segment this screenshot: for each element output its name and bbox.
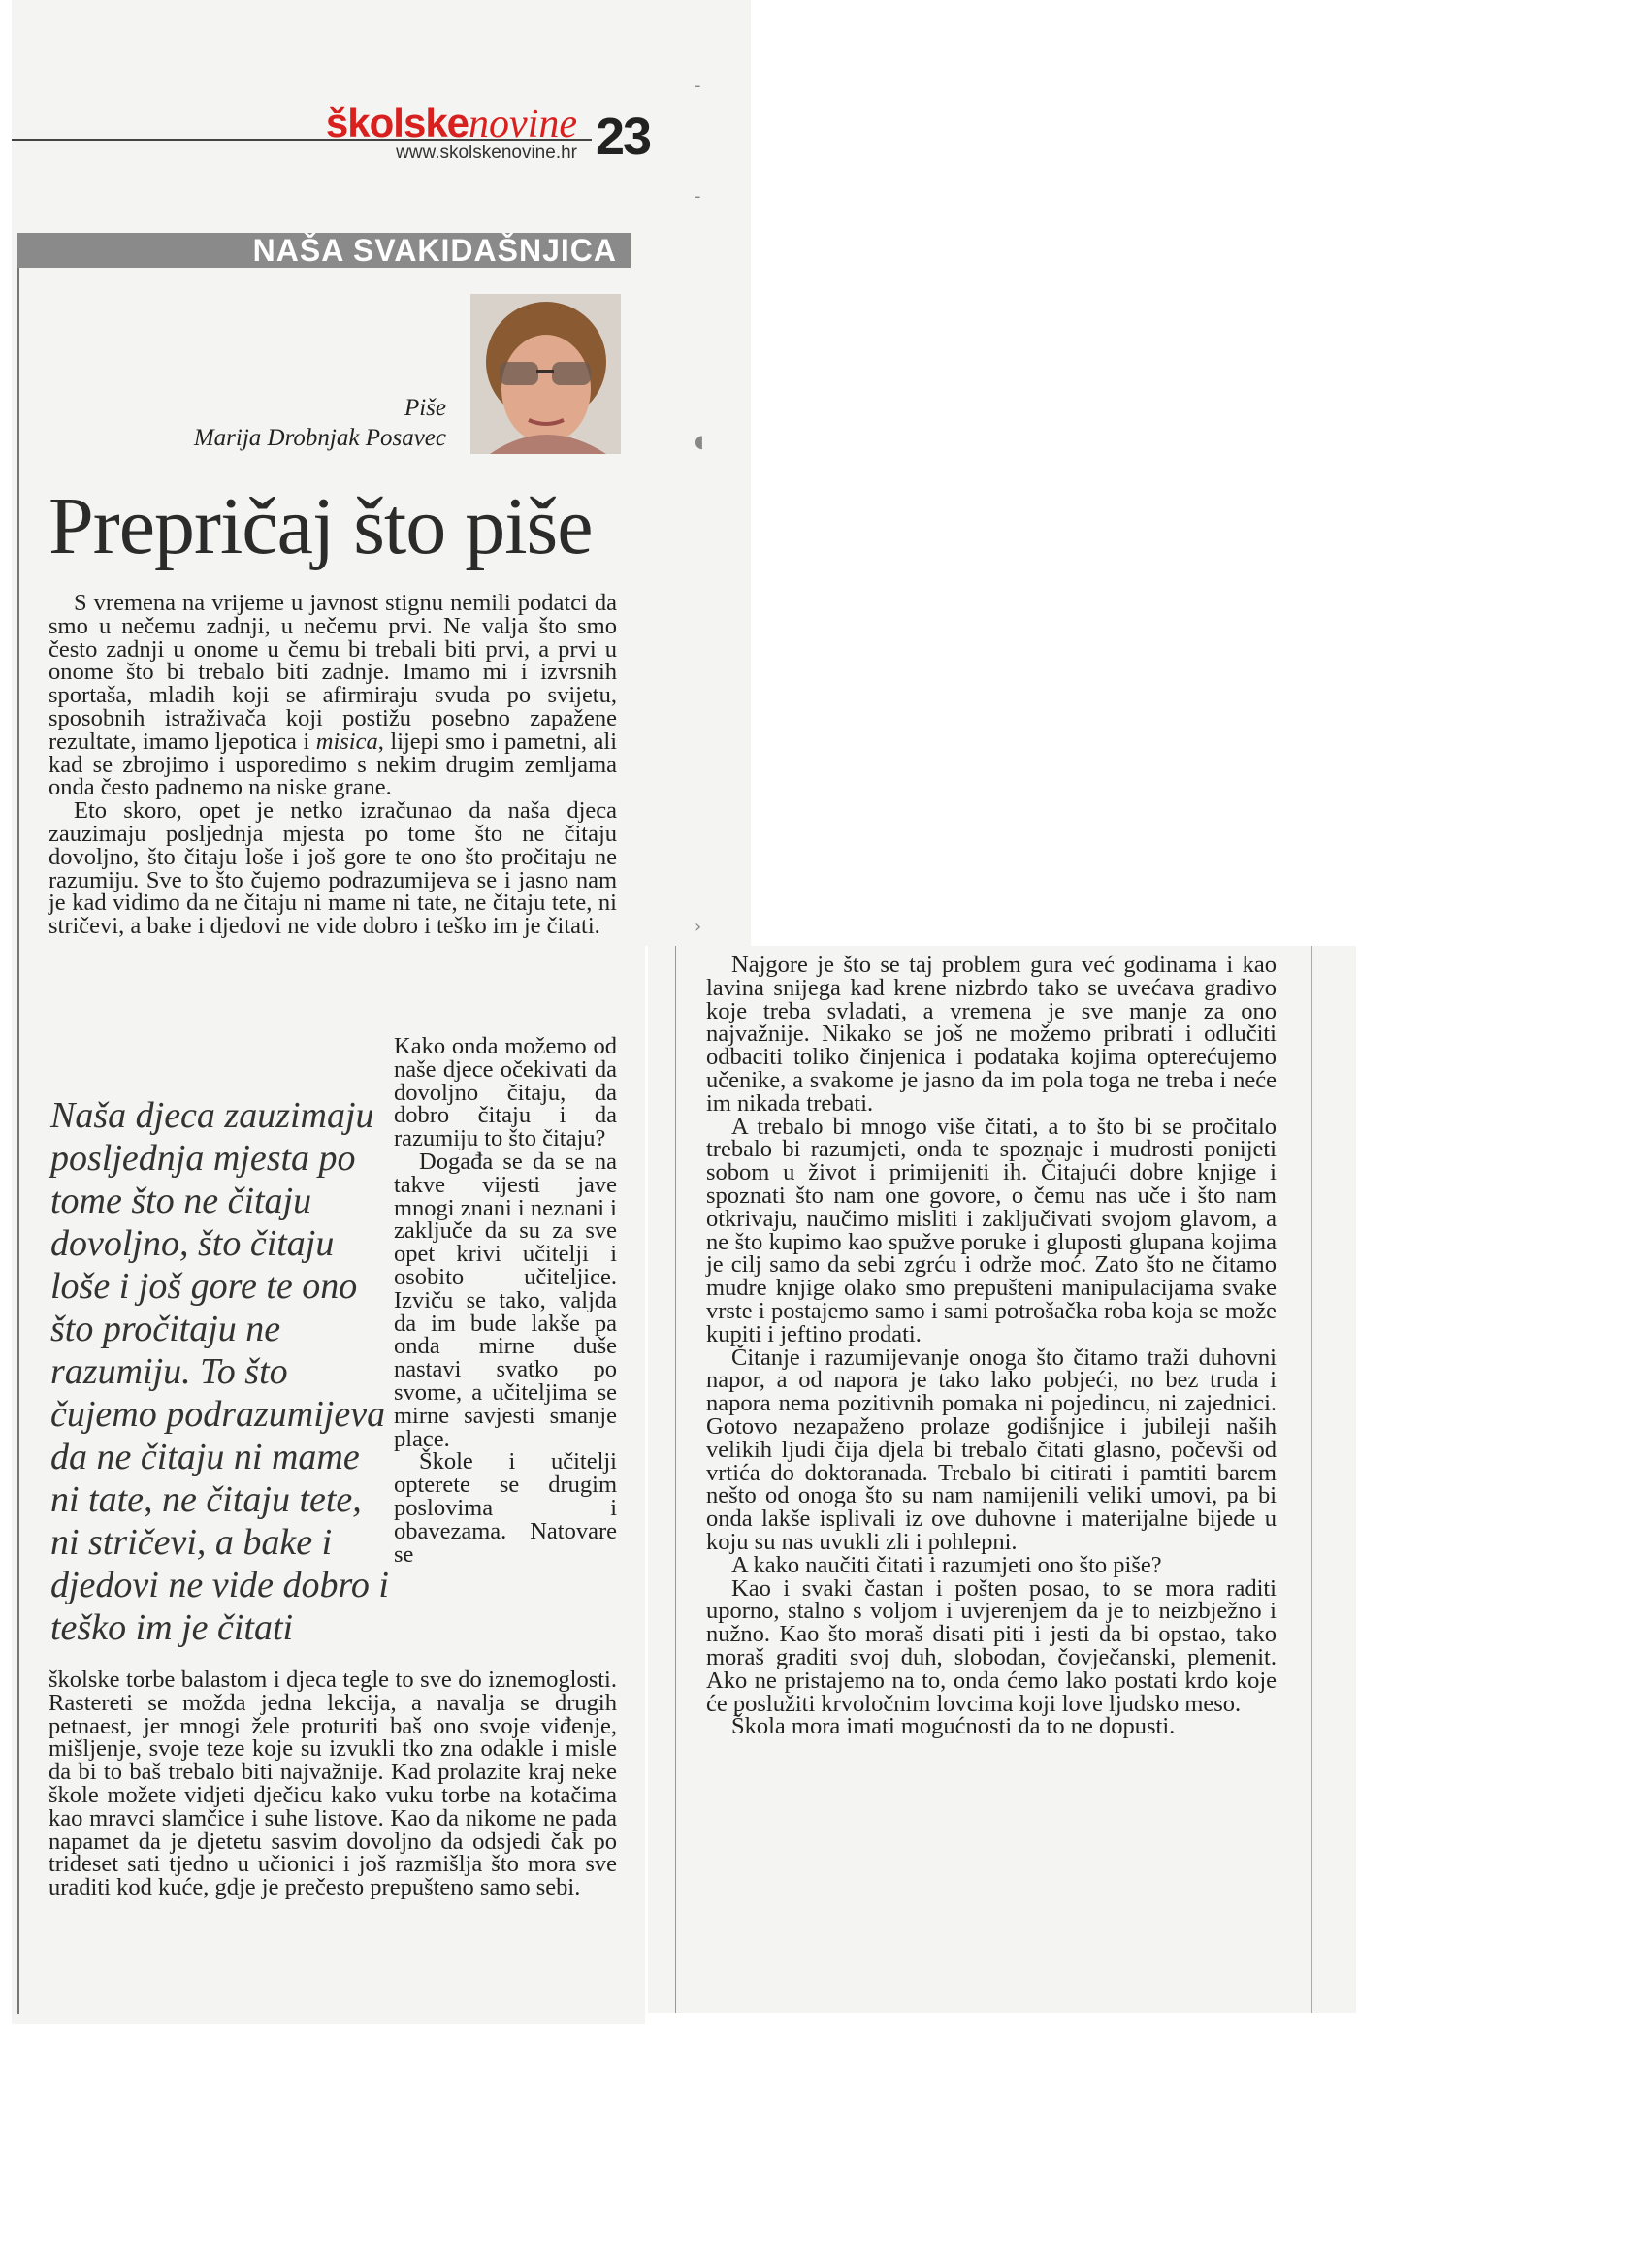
paragraph: Kao i svaki častan i pošten posao, to se mora raditi uporno, stalno s voljom i uvjerenjem da je to neizbježno i nužno. Kao što moraš disati piti i jesti da bi opstao, tako moraš graditi svoj duh, slobodan, čovječanski, plemenit. Ako ne pristajemo na to, onda ćemo lako postati krdo koje će poslužiti krvoločnim lovcima koji love ljudsko meso. [706,1574,1277,1717]
section-banner: NAŠA SVAKIDAŠNJICA [17,233,630,268]
page-number: 23 [596,108,651,166]
paragraph: Škola mora imati mogućnosti da to ne dopusti. [731,1713,1176,1740]
pull-quote: Naša djeca zauzimaju posljednja mjesta po tome što ne čitaju dovoljno, što čitaju loše i još gore te ono što pročitaju ne razumiju. To što čujemo podrazumijeva da ne čitaju ni mame ni tate, ne čitaju tete, ni stričevi, a bake i djedovi ne vide dobro i teško im je čitati [50,1095,389,1648]
paragraph: S vremena na vrijeme u javnost stignu nemili podatci da smo u nečemu zadnji, u nečemu prvi. Ne valja što smo često zadnji u onome u čemu bi trebali biti prvi, a prvi u onome što bi trebalo biti zadnje. Imamo mi i izvrsnih sportaša, mladih koji se afirmiraju svuda po svijetu, sposobnih istraživača koji postižu posebno zapažene rezultate, imamo ljepotica i misica, lijepi smo i pametni, ali kad se zbrojimo i usporedimo s nekim drugim zemljama onda često padnemo na niske grane. [48,590,618,801]
column1-narrow [394,1035,617,1566]
author-byline [136,393,446,453]
paragraph: Događa se da se na takve vijesti jave mnogi znani i neznani i zaključe da su za sve opet krivi učitelji i osobito učiteljice. Izviču se tako, valjda da im bude lakše pa onda mirne duše nastavi svatko po svome, a učiteljima se mirne savjesti smanje place. [394,1148,617,1452]
paragraph: Najgore je što se taj problem gura već godinama i kao lavina snijega kad krene nizbrdo tako se uvećava gradivo koje treba svladati, a vremena je sve manje za ono najvažnije. Nikako se još ne možemo pribrati i odlučiti odbaciti toliko činjenica i podataka kojima opterećujemo učenike, a svakome je jasno da im pola toga ne treba i neće im nikada trebati. [706,952,1277,1117]
author-label: Piše [404,395,446,421]
paragraph: A trebalo bi mnogo više čitati, a to što bi se pročitalo trebalo bi razumjeti, onda te spoznaje i mudrosti ponijeti sobom u život i primijeniti ih. Čitajući dobre knjige i spoznati što nam one govore, o čemu nas uče i što nam otkrivaju, naučimo misliti i zaključivati svojom glavom, a ne što kupimo kao spužve poruke i gluposti glupana kojima je cilj samo da sebi zgrću i održe moć. Zato što ne čitamo mudre knjige olako smo prepušteni manipulacijama svake vrste i postajemo samo i sami potrošačka roba koja se može kupiti i jeftino prodati. [706,1113,1277,1347]
paragraph: A kako naučiti čitati i razumjeti ono što piše? [731,1551,1162,1578]
paragraph: Čitanje i razumijevanje onoga što čitamo traži duhovni napor, a od napora je tako lako pobjeći, no bez truda i napora nema pozitivnih pomaka ni pojedincu, ni zajednici. Gotovo nezapaženo prolaze godišnjice i jubileji naših velikih ljudi čija djela bi trebalo čitati glasno, počevši od vrtića do doktoranada. Trebalo bi citirati i pamtiti barem nešto od onoga što su nam namijenili veliki umovi, pa bi onda lakše isplivali iz ove duhovne i materijalne bijede u koju su nas uvukli zli i pohlepni. [706,1344,1277,1555]
paragraph: Eto skoro, opet je netko izračunao da naša djeca zauzimaju posljednja mjesta po tome što ne čitaju dovoljno, što čitaju loše i još gore te ono što pročitaju ne razumiju. Sve to što čujemo podrazumijeva se i jasno nam je kad vidimo da ne čitaju ni mame ni tate, ne čitaju tete, ni stričevi, a bake i djedovi ne vide dobro i teško im je čitati. [48,797,617,940]
paragraph: Kako onda možemo od naše djece očekivati da dovoljno čitaju, da dobro čitaju i da razumiju to što čitaju? [394,1033,617,1152]
paragraph: školske torbe balastom i djeca tegle to sve do iznemoglosti. Rastereti se možda jedna lekcija, a navalja se drugih petnaest, jer mnogi žele proturiti baš ono svoje viđenje, mišljenje, svoje teze koje su izvukli tko zna odakle i misle da bi to baš trebalo biti najvažnije. Kad prolazite kraj neke škole možete vidjeti dječicu kako vuku torbe na kotačima kao mravci slamčice i suhe listove. Kao da nikome ne pada napamet da je djetetu sasvim dovoljno da odsjedi čak po trideset sati tjedno u učionici i još razmišlja što mora sve uraditi kod kuće, gdje je prečesto prepušteno samo sebi. [48,1667,617,1901]
punch-mark: ‐ [695,76,701,96]
newspaper-logo: školskenovine [325,100,577,146]
column1-bottom [48,1669,617,1899]
paragraph: Škole i učitelji opterete se drugim poslovima i obavezama. Natovare se [394,1448,617,1568]
column-divider [675,946,676,2013]
author-portrait-icon [470,294,621,454]
punch-mark: ◖ [695,432,704,452]
punch-mark: › [695,917,702,937]
website-url: www.skolskenovine.hr [396,143,577,163]
masthead [281,100,577,164]
author-name: Marija Drobnjak Posavec [193,425,446,451]
punch-mark: ‐ [695,186,701,207]
author-photo [470,294,621,454]
column1-top [48,592,617,938]
article-headline: Prepričaj što piše [48,481,593,571]
column-border [17,268,19,2014]
column-divider [1311,946,1312,2013]
column2 [706,954,1277,1738]
